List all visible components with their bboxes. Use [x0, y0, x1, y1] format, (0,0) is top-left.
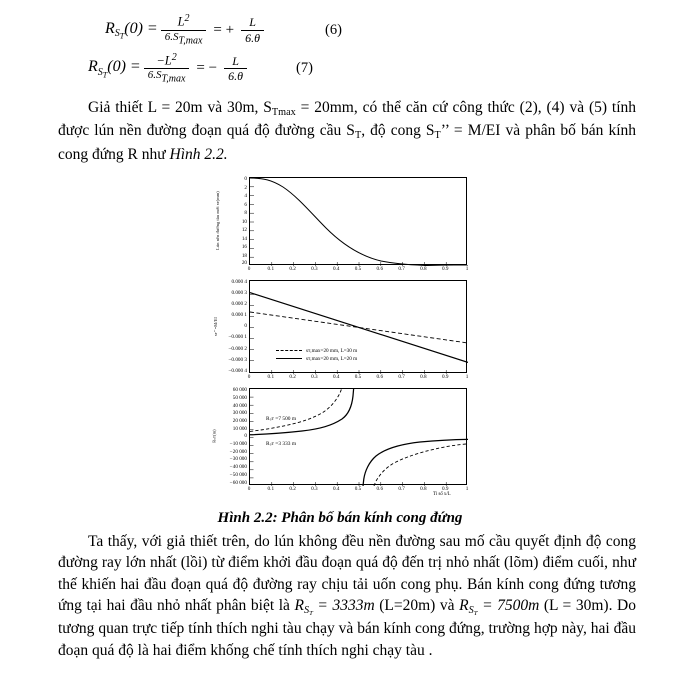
equation-block — [0, 6, 680, 93]
chart2-legend — [276, 347, 357, 363]
chart3-annotation-3333: Rₛᴛ =3 333 m — [266, 440, 297, 447]
chart2-x-ticks: 0 0.1 0.2 0.3 0.4 0.5 0.6 0.7 0.8 0.9 1 — [247, 373, 469, 380]
chart-settlement — [211, 177, 469, 275]
para-bottom-math1: RST = 3333m — [294, 597, 375, 618]
chart3-x-axis-title: Tỉ số x/L — [433, 491, 451, 497]
equation-6 — [0, 14, 680, 47]
chart3-y-axis-label: Rₛᴛ(m) — [212, 429, 217, 444]
chart3-curve-svg — [250, 389, 468, 486]
chart2-y-tickmarks — [250, 294, 254, 360]
chart3-plot-area — [249, 388, 467, 485]
chart2-legend-item-1 — [276, 355, 357, 363]
para-top-part2: = 20mm, có thể căn cứ công thức (2), (4) và (5) tính được lún nền đường đoạn quá độ đường cầu S — [58, 99, 636, 140]
para-top-sub1: Tmax — [271, 107, 296, 119]
equation-7-operator: = − — [196, 60, 218, 77]
para-top-part4: ’’ = M/EI và phân bố bán kính cong đứng R như — [58, 122, 637, 163]
equation-6-lhs: $R_{S_T}(0)$ = — [105, 19, 158, 41]
equation-7-fraction-2: $\frac{L}{6.\theta}$ — [224, 55, 247, 83]
paragraph-assumptions — [58, 97, 636, 165]
chart1-x-ticks: 0 0.1 0.2 0.3 0.4 0.5 0.6 0.7 0.8 0.9 1 — [247, 265, 469, 272]
equation-6-fraction-1: $\frac{L^2}{6.ST,\max}$ — [161, 14, 207, 47]
chart-radius — [211, 388, 469, 500]
para-bottom-part2: (L=20m) và — [374, 597, 460, 615]
chart1-y-ticks: 0 2 4 6 8 10 12 14 16 18 20 — [241, 176, 247, 266]
chart1-y-tickmarks — [250, 187, 254, 257]
chart2-plot-area — [249, 280, 467, 373]
equation-7-lhs: $R_{S_T}(0)$ = — [88, 58, 141, 80]
chart2-y-ticks: 0.000 4 0.000 3 0.000 2 0.000 1 0 −0.000 1 −0.000 2 −0.000 3 −0.000 4 — [228, 279, 247, 374]
para-top-part3: , độ cong S — [361, 122, 435, 140]
equation-7-number: (7) — [296, 60, 313, 77]
chart-curvature — [211, 280, 469, 383]
chart3-y-ticks: 60 000 50 000 40 000 30 000 20 000 10 000 0 −10 000 −20 000 −30 000 −40 000 −50 000 −60 000 — [229, 387, 247, 486]
chart3-x-ticks: 0 0.1 0.2 0.3 0.4 0.5 0.6 0.7 0.8 0.9 1 — [247, 485, 469, 492]
legend-label-1: sᴛ,max=20 mm, L=20 m — [306, 355, 358, 362]
legend-swatch-solid — [276, 358, 302, 359]
chart3-y-tickmarks — [250, 397, 254, 478]
document-page — [0, 6, 680, 700]
chart3-series-solid-branch2 — [363, 439, 468, 486]
equation-7-fraction-1: $\frac{-L^2}{6.ST,\max}$ — [144, 53, 190, 86]
equation-6-fraction-2: $\frac{L}{6.\theta}$ — [241, 16, 264, 44]
legend-swatch-dashed — [276, 350, 302, 351]
equation-6-number: (6) — [325, 21, 342, 38]
para-bottom-part3: (L = 30m). Do tương quan trực tiếp tính thích nghi tàu chạy và bán kính cong đứng, trường hợp này, hai đầu đoạn quá độ là hai điểm khống chế tính thích nghi chạy tàu . — [58, 597, 636, 659]
figure-caption: Hình 2.2: Phân bố bán kính cong đứng — [217, 509, 463, 526]
equation-6-operator: = + — [213, 21, 235, 38]
chart2-y-axis-label: sᴛ’’=M/EI — [212, 317, 218, 336]
para-bottom-part1: Ta thấy, với giả thiết trên, do lún không đều nền đường sau mố cầu quyết định độ cong đường ray lớn nhất (lồi) từ điểm khởi đầu đoạn quá độ đến trị nhỏ nhất (lõm) điểm cuối, như thế khiến hai đầu đoạn quá độ đường ray chịu tải uốn cong phụ. Bán kính cong đứng tương ứng tại hai đầu nhỏ nhất phân biệt là — [58, 532, 636, 615]
chart1-curve-svg — [250, 178, 468, 266]
figure-reference: Hình 2.2. — [169, 145, 228, 163]
chart3-series-dashed-branch2 — [374, 444, 468, 486]
legend-label-0: sᴛ,max=20 mm, L=30 m — [306, 347, 358, 354]
para-bottom-math2: RST = 7500m — [459, 597, 540, 618]
chart3-annotation-7500: Rₛᴛ =7 500 m — [266, 415, 297, 422]
para-top-sub3: T — [434, 130, 441, 142]
figure-2-2 — [211, 177, 469, 527]
para-top-part1: Giả thiết L = 20m và 30m, S — [88, 99, 272, 117]
paragraph-conclusion — [58, 531, 636, 661]
equation-7 — [0, 53, 680, 86]
chart1-series-solid — [250, 178, 468, 266]
para-top-sub2: T — [354, 130, 362, 142]
chart1-y-axis-label: Lún nền đường tàu mới sᴛ(mm) — [214, 191, 220, 251]
chart1-plot-area — [249, 177, 467, 265]
chart2-legend-item-0 — [276, 347, 357, 355]
